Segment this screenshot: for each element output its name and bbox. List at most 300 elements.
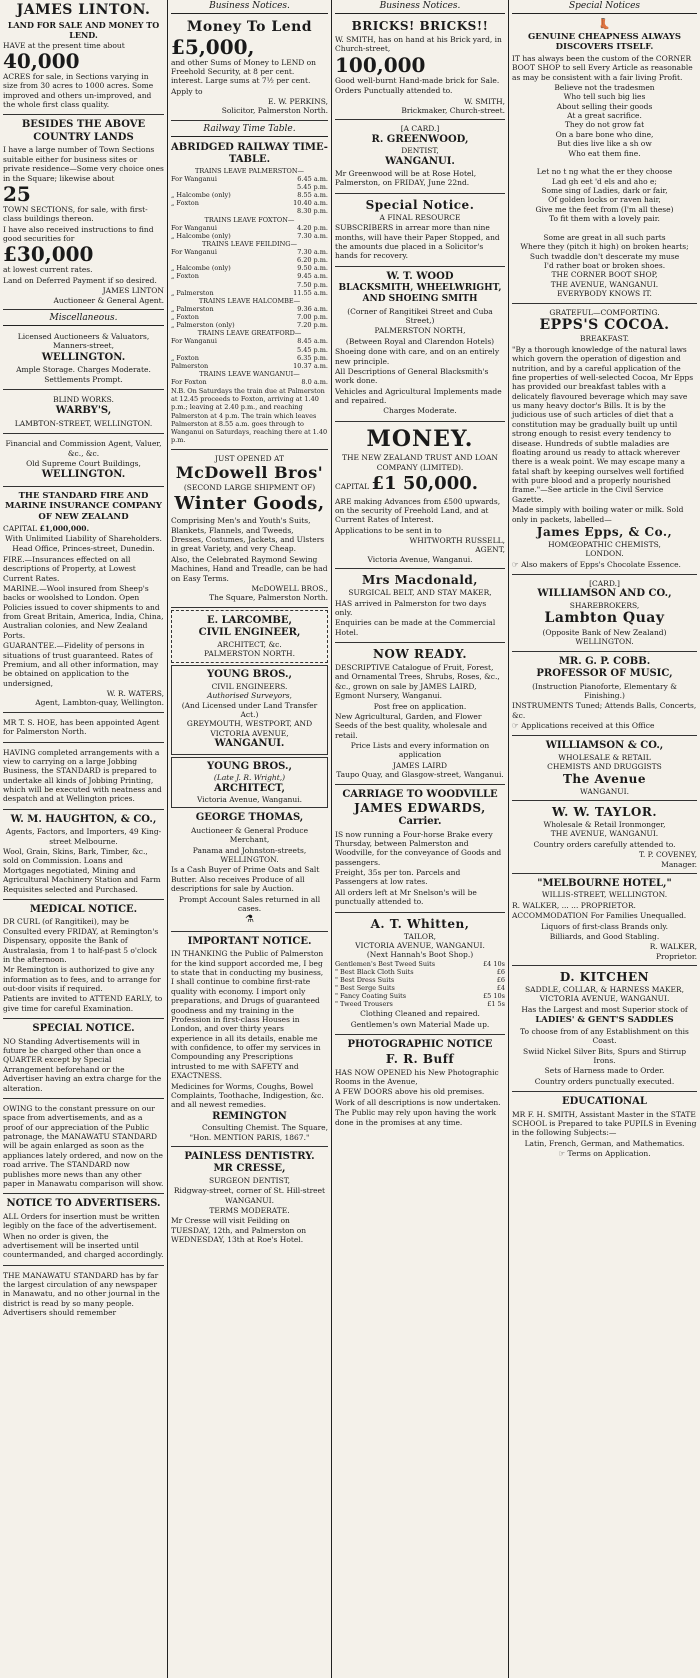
ad-body: ALL Orders for insertion must be written legibly on the face of the advertisement. bbox=[3, 1211, 160, 1231]
ad-title: MONEY. bbox=[366, 425, 474, 452]
ad-name: MR CRESSE, bbox=[213, 1163, 286, 1175]
ad-standard-insurance bbox=[3, 489, 164, 713]
timetable-value: 7.00 p.m. bbox=[297, 313, 328, 321]
ad-auctioneers bbox=[3, 329, 164, 390]
railway-timetable bbox=[171, 140, 328, 450]
ad-title: Lambton Quay bbox=[544, 610, 665, 627]
ad-name: MR. G. P. COBB. bbox=[558, 655, 651, 667]
poem-line bbox=[512, 158, 697, 167]
ad-signature: R. WALKER, bbox=[649, 942, 697, 952]
ad-body: BLIND WORKS. bbox=[53, 394, 114, 404]
ad-number: 40,000 bbox=[3, 48, 80, 73]
timetable-value: 6.35 p.m. bbox=[297, 353, 328, 362]
ad-title: GENUINE CHEAPNESS ALWAYS DISCOVERS ITSELF. bbox=[527, 31, 682, 53]
ad-hoe-agent bbox=[3, 715, 164, 743]
ad-body: With Unlimited Liability of Shareholders. bbox=[5, 534, 162, 543]
ad-body: Head Office, Princes-street, Dunedin. bbox=[12, 544, 155, 554]
timetable-value: 5.45 p.m. bbox=[297, 183, 328, 191]
timetable-value: 10.37 a.m. bbox=[293, 361, 328, 370]
price-label: " Tweed Trousers bbox=[335, 1000, 393, 1009]
ad-body: Wholesale & Retail Ironmonger, bbox=[543, 820, 666, 829]
timetable-row bbox=[171, 346, 328, 354]
ad-body: VICTORIA AVENUE, bbox=[210, 728, 289, 738]
timetable-row bbox=[171, 354, 328, 362]
ad-body: ARCHITECT, &c. bbox=[217, 639, 282, 649]
ad-body: HAVE at the present time about bbox=[3, 40, 125, 50]
timetable-value: 7.30 a.m. bbox=[297, 231, 328, 240]
ad-title: PROFESSOR OF MUSIC, bbox=[536, 668, 673, 679]
ad-pretitle: GRATEFUL—COMFORTING. bbox=[549, 307, 660, 317]
timetable-row bbox=[171, 337, 328, 345]
poem-line: Who eat them fine. bbox=[568, 148, 641, 158]
ad-body: PALMERSTON NORTH. bbox=[204, 649, 295, 658]
ad-signature: McDOWELL BROS., bbox=[251, 583, 328, 593]
ad-subtitle: Auctioneer & General Produce Merchant, bbox=[190, 825, 309, 845]
ad-body: Gentlemen's own Material Made up. bbox=[350, 1019, 490, 1029]
ad-subtitle: (SECOND LARGE SHIPMENT OF) bbox=[183, 483, 316, 493]
ad-subtitle: BREAKFAST. bbox=[579, 334, 630, 344]
price-value: £5 10s bbox=[483, 992, 505, 1001]
price-label: " Best Serge Suits bbox=[335, 984, 395, 992]
price-row bbox=[335, 960, 505, 968]
ad-body: Victoria Avenue, Wanganui. bbox=[197, 795, 302, 804]
ad-body: Ridgway-street, corner of St. Hill-street WANGANUI. bbox=[173, 1186, 326, 1205]
price-row bbox=[335, 984, 505, 992]
capital-value: £1 50,000. bbox=[371, 473, 479, 494]
ad-body: ARE making Advances from £500 upwards, on the security of Freehold Land, and at Current Rates of Interest. bbox=[335, 496, 501, 525]
price-row bbox=[335, 992, 505, 1000]
ad-body: I have also received instructions to find good securities for bbox=[3, 224, 154, 243]
price-row bbox=[335, 976, 505, 984]
ad-signature: Agent, Lambton-quay, Wellington. bbox=[35, 698, 164, 708]
ad-body: CHEMISTS AND DRUGGISTS bbox=[547, 762, 662, 772]
capital-label: CAPITAL bbox=[335, 482, 370, 491]
ad-body: Freight, 35s per ton. Parcels and Passengers at low rates. bbox=[335, 868, 461, 887]
ad-george-thomas bbox=[171, 810, 328, 931]
ad-body: TERMS MODERATE. bbox=[209, 1206, 290, 1215]
price-value: £6 bbox=[496, 967, 505, 976]
price-label: " Fancy Coating Suits bbox=[335, 992, 407, 1001]
timetable-row bbox=[171, 207, 328, 215]
timetable-section: TRAINS LEAVE HALCOMBE— bbox=[198, 296, 301, 305]
ad-body: Also, the Celebrated Raymond Sewing Machines, Hand and Treadle, can be had on Easy Terms. bbox=[171, 554, 328, 583]
timetable-row bbox=[171, 289, 328, 297]
ad-warbys bbox=[3, 392, 164, 434]
ad-signature: T. P. COVENEY, bbox=[638, 850, 697, 860]
price-value: £6 bbox=[496, 975, 505, 984]
ad-body: Has the Largest and most Superior stock of bbox=[521, 1004, 688, 1014]
timetable-label: „ Halcombe (only) bbox=[171, 264, 231, 273]
ad-signature: Proprietor. bbox=[655, 951, 697, 961]
price-value: £4 bbox=[496, 984, 505, 992]
poem-line: Let no t ng what the er they choose bbox=[536, 167, 673, 177]
ad-name: YOUNG BROS., bbox=[206, 669, 293, 681]
ad-body: LADIES' & GENT'S SADDLES bbox=[535, 1015, 674, 1026]
ad-name: D. KITCHEN bbox=[559, 970, 650, 984]
ad-title: The Avenue bbox=[563, 771, 646, 786]
timetable-value: 10.40 a.m. bbox=[293, 199, 328, 208]
section-header: Business Notices. bbox=[171, 0, 328, 14]
poem-line: Some are great in all such parts bbox=[543, 232, 666, 242]
timetable-rows bbox=[171, 224, 328, 240]
ad-signature: Brickmaker, Church-street. bbox=[401, 105, 505, 115]
ad-body: HAVING completed arrangements with a view to carrying on a large Jobbing Business, the STANDARD is prepared to undertake all kinds of Jobbing Printing, which will be executed with neatness and despatch and at Wellington prices. bbox=[3, 747, 162, 804]
ad-body: ACRES for sale, in Sections varying in size from 30 acres to 1000 acres. Some improved and others un-improved, and the whole first class quality. bbox=[3, 71, 154, 109]
ad-body: Orders Punctually attended to. bbox=[335, 86, 453, 96]
ad-subtitle: A FINAL RESOURCE bbox=[379, 212, 461, 222]
ad-body: TOWN SECTIONS, for sale, with first-class buildings thereon. bbox=[3, 204, 148, 224]
ad-signature: James Epps, & Co., bbox=[536, 524, 673, 539]
poem-line: Believe not the tradesmen bbox=[554, 82, 655, 92]
poem-line: But dies live like a sh ow bbox=[557, 139, 652, 149]
ad-body: Latin, French, German, and Mathematics. bbox=[524, 1138, 685, 1148]
ad-body: Post free on application. bbox=[373, 701, 467, 711]
ad-macdonald bbox=[335, 571, 505, 643]
timetable-label: For Foxton bbox=[171, 378, 207, 386]
ad-body: "By a thorough knowledge of the natural laws which govern the operation of digestion and nutrition, and by a careful application of the fine properties of well-selected Cocoa, Mr Epps has provided our breakfast tables with a delicately flavoured beverage which may save us many heavy doctor's Bills. It is by the judicious use of such articles of diet that a constitution may be gradually built up until strong enough to resist every tendency to disease. Hundreds of subtle maladies are floating around us ready to attack wherever there is a weak point. We may escape many a fatal shaft by keeping ourselves well fortified with pure blood and a properly nourished frame."—See article in the Civil Service Gazette. bbox=[512, 344, 694, 504]
ad-title: EDUCATIONAL bbox=[562, 1096, 647, 1107]
ad-body: (Late J. R. Wright,) bbox=[213, 773, 286, 783]
ad-title: THE STANDARD FIRE AND MARINE INSURANCE COMPANY OF NEW ZEALAND bbox=[5, 490, 162, 522]
timetable-value: 4.20 p.m. bbox=[297, 223, 328, 232]
ad-special-notice bbox=[3, 1021, 164, 1099]
timetable-row bbox=[171, 264, 328, 272]
price-row bbox=[335, 1000, 505, 1008]
ad-signature: Consulting Chemist. The Square, bbox=[201, 1123, 328, 1133]
ad-body: Is a Cash Buyer of Prime Oats and Salt Butter. Also receives Produce of all descriptions for sale by Auction. bbox=[171, 865, 320, 894]
ad-body: W. SMITH, has on hand at his Brick yard, in Church-street, bbox=[335, 35, 502, 54]
ad-signature: HOMŒOPATHIC CHEMISTS, bbox=[548, 539, 661, 549]
ad-body: MR T. S. HOE, has been appointed Agent for Palmerston North. bbox=[3, 717, 160, 737]
ad-title: BESIDES THE ABOVE COUNTRY LANDS bbox=[21, 119, 146, 143]
ad-melbourne-hotel bbox=[512, 876, 697, 966]
ad-body: Sets of Harness made to Order. bbox=[544, 1066, 665, 1076]
pointing-hand-icon: ☞ bbox=[512, 559, 519, 569]
ad-now-ready bbox=[335, 645, 505, 785]
ad-number: 100,000 bbox=[335, 52, 426, 77]
ad-body: CIVIL ENGINEER, bbox=[198, 627, 301, 639]
ad-body: (Instruction Pianoforte, Elementary & Finishing.) bbox=[532, 681, 677, 700]
ad-wood-blacksmith bbox=[335, 269, 505, 422]
poem-line: On a bare bone who dine, bbox=[555, 129, 654, 139]
timetable-value: 9.45 a.m. bbox=[297, 272, 328, 281]
price-label: " Best Dress Suits bbox=[335, 975, 395, 984]
timetable-row bbox=[171, 362, 328, 370]
timetable-value: 5.45 p.m. bbox=[297, 345, 328, 354]
ad-subtitle: SURGEON DENTIST, bbox=[208, 1175, 291, 1185]
ad-taylor-ironmonger bbox=[512, 803, 697, 874]
ad-body: Old Supreme Court Buildings, bbox=[26, 458, 141, 468]
ad-signature: "Hon. MENTION PARIS, 1867." bbox=[189, 1132, 310, 1142]
timetable-label: For Wanganui bbox=[171, 248, 217, 256]
ad-young-bros-architect bbox=[171, 757, 328, 809]
timetable-row bbox=[171, 175, 328, 183]
ad-name: JAMES EDWARDS, bbox=[354, 801, 486, 815]
ad-body: IT has always been the custom of the CORNER BOOT SHOP to sell Every Article as reasonable as may be consistent with a fair living Profit. bbox=[512, 53, 693, 82]
ad-greenwood bbox=[335, 122, 505, 194]
ad-title: "MELBOURNE HOTEL," bbox=[537, 877, 672, 889]
ad-jobbing-printing bbox=[3, 745, 164, 810]
ad-signature: WHITWORTH RUSSELL, bbox=[409, 536, 505, 545]
ad-name: F. R. Buff bbox=[385, 1051, 455, 1066]
ad-body: When no order is given, the advertisement will be inserted until countermanded, and charged accordingly. bbox=[3, 1231, 164, 1260]
ad-body: Made simply with boiling water or milk. Sold only in packets, labelled— bbox=[512, 505, 684, 524]
timetable-label: „ Palmerston (only) bbox=[171, 321, 235, 330]
ad-name: W. T. WOOD bbox=[386, 270, 454, 282]
ad-body: Mr Greenwood will be at Rose Hotel, Palmerston, on FRIDAY, June 22nd. bbox=[335, 169, 477, 188]
timetable-row bbox=[171, 232, 328, 240]
section-header: Special Notices bbox=[512, 0, 697, 14]
ad-body: Swiid Nickel Silver Bits, Spurs and Stirrup Irons. bbox=[522, 1046, 686, 1065]
timetable-label: „ Foxton bbox=[171, 272, 199, 281]
price-row bbox=[335, 968, 505, 976]
poem-line: Where they (pitch it high) on broken hearts; bbox=[520, 242, 689, 252]
timetable-label: „ Halcombe (only) bbox=[171, 191, 231, 200]
ad-remington bbox=[171, 934, 328, 1147]
ad-signature: Victoria Avenue, Wanganui. bbox=[367, 554, 473, 564]
ad-name: W. W. TAYLOR. bbox=[551, 805, 658, 819]
poem-line: I'd rather boat or broken shoes. bbox=[543, 261, 666, 270]
ad-body: ARCHITECT, bbox=[213, 782, 285, 794]
ad-signature: REMINGTON bbox=[212, 1110, 287, 1122]
ad-title: BRICKS! BRICKS!! bbox=[351, 19, 489, 33]
ad-body: OWING to the constant pressure on our space from advertisements, and as a proof of our appreciation of the Public patronage, the MANAWATU STANDARD will be again enlarged as soon as the appliances lately ordered, and now on the road arrive. The STANDARD now publishes more news than any other paper in Manawatu comparison will show. bbox=[3, 1103, 164, 1188]
ad-body: and other Sums of Money to LEND on Freehold Security, at 8 per cent. interest. Large sums at 7½ per cent. bbox=[171, 57, 317, 86]
ad-title: PAINLESS DENTISTRY. bbox=[184, 1150, 315, 1162]
ad-body: Licensed Auctioneers & Valuators, Manners-street, bbox=[17, 331, 150, 351]
ad-body: GUARANTEE.—Fidelity of persons in situations of trust guaranteed. Rates of Premium, and all other information, may be obtained on application to the undersigned, bbox=[3, 641, 159, 688]
ad-body: VICTORIA AVENUE, WANGANUI. bbox=[539, 994, 670, 1004]
timetable-value: 8.0 a.m. bbox=[301, 378, 328, 386]
ad-carriage-woodville bbox=[335, 787, 505, 913]
price-label: " Best Black Cloth Suits bbox=[335, 967, 414, 976]
ad-body: MARINE.—Wool insured from Sheep's backs or woolshed to London. Open Policies issued to cover shipments to and from Great Britain, America, India, China, Australian colonies, and New Zealand Ports. bbox=[3, 583, 164, 640]
ad-kitchen-saddler bbox=[512, 968, 697, 1092]
poem-line: Of golden locks or raven hair, bbox=[548, 195, 661, 205]
poem-line bbox=[512, 224, 697, 233]
ad-corner-boot-shop bbox=[512, 17, 697, 304]
ad-title: CARRIAGE TO WOODVILLE bbox=[342, 788, 498, 800]
ad-subtitle: SURGICAL BELT, AND STAY MAKER, bbox=[348, 588, 492, 598]
ad-body: DR CURL (of Rangitikei), may be Consulted every FRIDAY, at Remington's Dispensary, opposite the Bank of Australasia, from 1 to half-past 5 o'clock in the afternoon. bbox=[3, 917, 159, 964]
ad-title: NOTICE TO ADVERTISERS. bbox=[6, 1198, 161, 1210]
timetable-section: TRAINS LEAVE FEILDING— bbox=[202, 239, 297, 248]
ad-body: (And Licensed under Land Transfer Act.) bbox=[181, 700, 318, 719]
ad-number: £5,000, bbox=[171, 34, 255, 59]
timetable-section: TRAINS LEAVE GREATFORD— bbox=[197, 329, 302, 338]
ad-body: GREYMOUTH, WESTPORT, AND bbox=[186, 719, 313, 729]
ad-subtitle: THE NEW ZEALAND TRUST AND LOAN COMPANY (LIMITED). bbox=[342, 453, 498, 472]
timetable-row bbox=[171, 248, 328, 256]
ad-pretitle: JUST OPENED AT bbox=[215, 454, 284, 463]
ad-signature: JAMES LAIRD bbox=[392, 760, 448, 770]
section-header: Miscellaneous. bbox=[3, 312, 164, 326]
timetable-value: 7.50 p.m. bbox=[297, 280, 328, 289]
ad-circulation bbox=[3, 1268, 164, 1323]
ad-town: WANGANUI. bbox=[385, 155, 455, 167]
ad-title: GEORGE THOMAS, bbox=[195, 812, 304, 824]
ad-body: PALMERSTON NORTH, bbox=[374, 326, 466, 336]
pointing-hand-icon: ☞ bbox=[512, 721, 519, 730]
ad-title: Winter Goods, bbox=[174, 492, 325, 514]
ad-body: Country orders carefully attended to. bbox=[533, 839, 676, 849]
ad-subtitle: WILLIS-STREET, WELLINGTON. bbox=[541, 890, 668, 900]
timetable-value: 8.45 a.m. bbox=[297, 337, 328, 346]
ad-larcombe bbox=[171, 610, 328, 664]
ad-body: Shoeing done with care, and on an entirely new principle. bbox=[335, 347, 500, 366]
ad-body: Also makers of Epps's Chocolate Essence. bbox=[521, 559, 681, 569]
timetable-label: For Wanganui bbox=[171, 223, 217, 232]
ad-body: All orders left at Mr Snelson's will be punctually attended to. bbox=[335, 887, 477, 907]
timetable-note: N.B. On Saturdays the train due at Palmerston at 12.45 proceeds to Foxton, arriving at 1.40 p.m.; leaving at 2.40 p.m., and reaching Palmerston at 4 p.m. The train which leaves Palmerston at 8.55 a.m. goes through to Wanganui on Saturdays, reaching there at 1.40 p.m. bbox=[171, 387, 328, 444]
poem-line: They do not grow fat bbox=[564, 120, 645, 130]
ad-body: INSTRUMENTS Tuned; Attends Balls, Concerts, &c. bbox=[512, 701, 697, 720]
ad-body: New Agricultural, Garden, and Flower Seeds of the best quality, wholesale and retail. bbox=[335, 711, 488, 740]
timetable-label: Palmerston bbox=[171, 361, 209, 370]
ad-body: Applications received at this Office bbox=[521, 721, 655, 730]
poem bbox=[512, 83, 697, 271]
ad-title: MEDICAL NOTICE. bbox=[29, 903, 138, 915]
ad-epps-cocoa bbox=[512, 306, 697, 576]
timetable-value: 8.55 a.m. bbox=[297, 191, 328, 200]
ad-medical-notice bbox=[3, 902, 164, 1019]
ad-signature: Solicitor, Palmerston North. bbox=[221, 106, 328, 116]
poem-line: To fit them with a lovely pair. bbox=[549, 214, 660, 224]
ad-body: Financial and Commission Agent, Valuer, &c., &c. bbox=[5, 439, 162, 458]
ad-signature: Auctioneer & General Agent. bbox=[53, 295, 164, 305]
ad-body: Wool, Grain, Skins, Bark, Timber, &c., sold on Commission. Loans and Mortgages negotiated, Mining and Agricultural Machinery Station and Farm Requisites selected and Purchased. bbox=[3, 847, 161, 894]
ad-signature: Taupo Quay, and Glasgow-street, Wanganui. bbox=[336, 770, 504, 780]
poem-line: At a great sacrifice. bbox=[567, 111, 642, 120]
ad-commission-agent bbox=[3, 436, 164, 487]
timetable-section: TRAINS LEAVE PALMERSTON— bbox=[194, 166, 305, 175]
ad-subtitle: WHOLESALE & RETAIL bbox=[558, 752, 651, 762]
ad-signature: THE AVENUE, WANGANUI. bbox=[550, 279, 659, 289]
timetable-value: 8.30 p.m. bbox=[297, 207, 328, 216]
ad-body: R. WALKER, ... ... PROPRIETOR. bbox=[512, 900, 636, 910]
timetable-value: 9.36 a.m. bbox=[297, 304, 328, 313]
ad-body: HAS NOW OPENED his New Photographic Rooms in the Avenue, bbox=[335, 1067, 499, 1086]
ad-body: (Between Royal and Clarendon Hotels) bbox=[345, 336, 495, 346]
ad-body: Medicines for Worms, Coughs, Bowel Complaints, Toothache, Indigestion, &c. and all newest remedies. bbox=[171, 1081, 324, 1110]
ad-body: I have a large number of Town Sections suitable either for business sites or private residence—Some very choice ones in the Square; likewise about bbox=[3, 145, 164, 183]
ad-number: 25 bbox=[3, 181, 31, 206]
ad-body: Good well-burnt Hand-made brick for Sale. bbox=[335, 75, 500, 85]
timetable-row bbox=[171, 378, 328, 386]
ad-title: SPECIAL NOTICE. bbox=[32, 1023, 135, 1035]
ad-notice-advertisers bbox=[3, 1196, 164, 1265]
ad-body: FIRE.—Insurances effected on all descriptions of Property, at Lowest Current Rates. bbox=[3, 554, 136, 583]
timetable-label: „ Halcombe (only) bbox=[171, 231, 231, 240]
ad-bricks bbox=[335, 17, 505, 120]
timetable-value: 6.45 a.m. bbox=[297, 174, 328, 183]
ad-body: Comprising Men's and Youth's Suits, Blankets, Flannels, and Tweeds, Dresses, Costumes, Jackets, and Ulsters in great Variety, and very Cheap. bbox=[171, 516, 325, 554]
ad-name: YOUNG BROS., bbox=[206, 760, 293, 772]
column-4 bbox=[509, 0, 700, 1678]
ad-body: IN THANKING the Public of Palmerston for the kind support accorded me, I beg to state that in conducting my business, I shall continue to combine first-rate quality with economy. I import only preparations, and Drugs of guaranteed goodness and my training in the Profession in first-class Houses in London, and over thirty years experience in all its details, enable me with confidence, to offer my services in Compounding any Prescriptions intrusted to me with SAFETY and EXACTNESS. bbox=[171, 949, 324, 1081]
ad-body: Country orders punctually executed. bbox=[534, 1076, 675, 1086]
capital-label: CAPITAL bbox=[3, 523, 38, 533]
ad-signature: E. W. PERKINS, bbox=[268, 97, 328, 106]
ad-body: IS now running a Four-horse Brake every Thursday, between Palmerston and Woodville, for the conveyance of Goods and passengers. bbox=[335, 829, 502, 867]
price-value: £1 5s bbox=[487, 1000, 505, 1009]
ad-body: Price Lists and every information on application bbox=[350, 741, 490, 760]
ad-williamson-sharebrokers bbox=[512, 577, 697, 652]
ad-title: Money To Lend bbox=[186, 19, 313, 35]
ad-signature: JAMES LINTON bbox=[102, 286, 164, 296]
ad-body: Prompt Account Sales returned in all cases. bbox=[178, 894, 321, 913]
price-list bbox=[335, 960, 505, 1009]
poem-line: Who tell such big lies bbox=[563, 92, 646, 102]
ad-body: Ample Storage. Charges Moderate. Settlements Prompt. bbox=[16, 365, 151, 384]
ad-body: THE AVENUE, WANGANUI. bbox=[550, 829, 659, 839]
ad-body: (Corner of Rangitikei Street and Cuba Street,) bbox=[347, 306, 493, 325]
timetable-label: For Wanganui bbox=[171, 174, 217, 183]
timetable-rows bbox=[171, 175, 328, 216]
ad-title: IMPORTANT NOTICE. bbox=[187, 935, 312, 947]
ad-body: Authorised Surveyors, bbox=[207, 691, 292, 701]
timetable-row bbox=[171, 321, 328, 329]
ad-body: (Next Hannah's Boot Shop.) bbox=[366, 950, 474, 960]
ad-body: To choose from of any Establishment on this Coast. bbox=[520, 1026, 689, 1046]
capital-value: £1,000,000. bbox=[39, 523, 90, 533]
ad-body: DESCRIPTIVE Catalogue of Fruit, Forest, and Ornamental Trees, Shrubs, Roses, &c., &c., grown on sale by JAMES LAIRD, Egmont Nursery, Wanganui. bbox=[335, 663, 500, 701]
column-1 bbox=[0, 0, 167, 1678]
ad-subtitle: Carrier. bbox=[398, 816, 442, 827]
ad-town-lands bbox=[3, 117, 164, 310]
ad-james-linton bbox=[3, 0, 164, 115]
ad-subtitle: Agents, Factors, and Importers, 49 King-street Melbourne. bbox=[5, 827, 162, 846]
timetable-section: TRAINS LEAVE FOXTON— bbox=[204, 215, 295, 224]
timetable-label: „ Foxton bbox=[171, 199, 199, 208]
ad-body: Vehicles and Agricultural Implements made and repaired. bbox=[335, 386, 502, 405]
timetable-rows bbox=[171, 378, 328, 386]
ad-title: W. M. HAUGHTON, & CO., bbox=[10, 813, 157, 825]
ad-signature: W. R. WATERS, bbox=[106, 689, 164, 698]
ad-town: WANGANUI. bbox=[580, 786, 629, 796]
ad-signature: THE CORNER BOOT SHOP, bbox=[551, 270, 658, 280]
timetable-label: „ Foxton bbox=[171, 313, 199, 321]
ad-subtitle: DENTIST, bbox=[401, 146, 439, 156]
timetable-row bbox=[171, 199, 328, 207]
ad-money-to-lend bbox=[171, 17, 328, 121]
ad-body: Applications to be sent in to bbox=[335, 525, 442, 535]
timetable-label: „ Palmerston bbox=[171, 288, 214, 297]
ad-body: Apply to bbox=[171, 86, 203, 96]
timetable-section: TRAINS LEAVE WANGANUI— bbox=[199, 369, 300, 378]
ad-body: Charges Moderate. bbox=[383, 406, 457, 416]
ad-signature: Manager. bbox=[661, 859, 697, 869]
ad-body: All Descriptions of General Blacksmith's work done. bbox=[335, 366, 489, 386]
ad-body: SUBSCRIBERS in arrear more than nine months, will have their Paper Stopped, and the amounts due placed in a Solicitor's hands for recovery. bbox=[335, 223, 500, 261]
timetable-row bbox=[171, 224, 328, 232]
ad-title: JAMES LINTON. bbox=[16, 2, 151, 18]
ad-name: WILLIAMSON & CO., bbox=[545, 740, 664, 752]
ad-body: Billiards, and Good Stabling. bbox=[549, 931, 660, 941]
poem-line: Lad gh eet 'd els and aho e; bbox=[552, 176, 657, 186]
timetable-rows bbox=[171, 337, 328, 370]
ad-body: Terms on Application. bbox=[567, 1149, 651, 1158]
ad-body: A FEW DOORS above his old premises. bbox=[335, 1087, 485, 1097]
ad-williamson-chemists bbox=[512, 738, 697, 801]
ad-body: THE MANAWATU STANDARD has by far the largest circulation of any newspaper in Manawatu, and no other journal in the district is read by so many people. Advertisers should remember bbox=[3, 1270, 160, 1318]
ad-title: PHOTOGRAPHIC NOTICE bbox=[347, 1039, 493, 1051]
ad-body: Panama and Johnston-streets, WELLINGTON. bbox=[192, 845, 307, 864]
ad-body: VICTORIA AVENUE, WANGANUI. bbox=[355, 940, 485, 950]
timetable-row bbox=[171, 256, 328, 264]
ad-special-notice-final bbox=[335, 196, 505, 267]
ad-signature: AGENT, bbox=[475, 545, 505, 555]
